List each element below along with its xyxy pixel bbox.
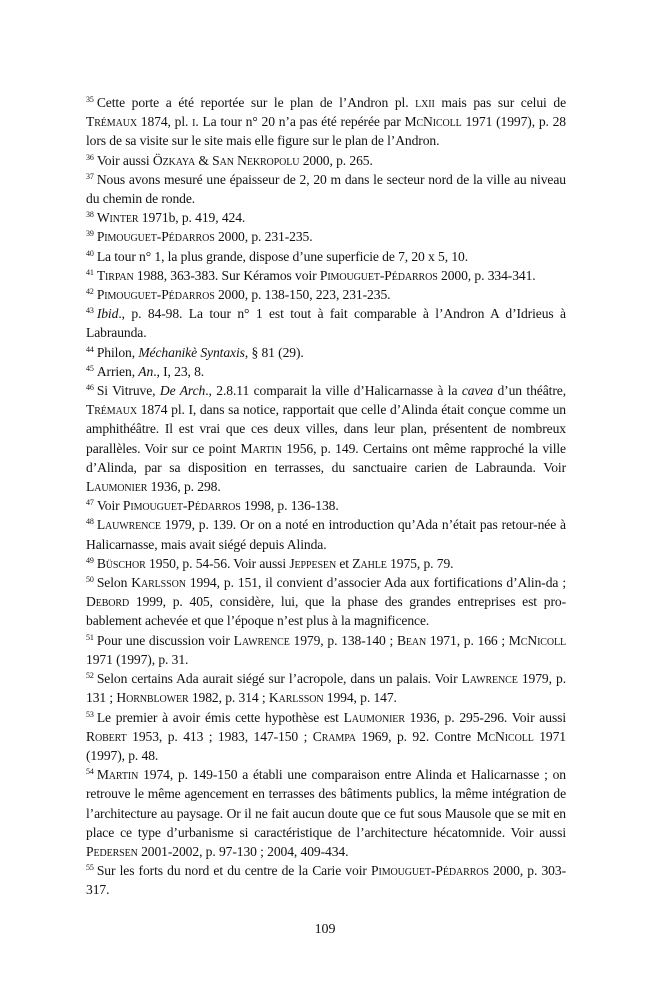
footnote-number: 46: [86, 383, 94, 393]
footnote-48: [86, 515, 566, 553]
footnote-text: 1999, p. 405, considère, lui, que la phase des grandes entreprises est pro-bablement achevée et que l’époque n’est plus à la magnificence.: [86, 594, 566, 629]
footnote-35: [86, 93, 566, 151]
footnote-number: 47: [86, 498, 94, 508]
footnote-text: 1971, p. 166 ;: [426, 632, 509, 648]
author-name: McNicoll: [404, 114, 462, 130]
author-name: Robert: [86, 728, 127, 744]
footnote-text: 2001-2002, p. 97-130 ; 2004, 409-434.: [137, 843, 349, 859]
footnote-text: Arrien,: [96, 363, 139, 379]
footnote-number: 49: [86, 555, 94, 565]
footnote-text: Voir: [96, 498, 123, 514]
footnote-text: Si Vitruve,: [96, 383, 160, 399]
footnote-text: Sur les forts du nord et du centre de la Carie voir: [96, 863, 371, 879]
footnote-text: 1950, p. 54-56. Voir aussi: [145, 555, 290, 571]
footnote-number: 35: [86, 95, 94, 104]
author-name: Pimouguet-Pédarros: [96, 287, 215, 303]
footnote-text: Cette porte a été reportée sur le plan de l’Andron pl.: [96, 95, 416, 110]
footnote-text: 1971b, p. 419, 424.: [138, 210, 246, 226]
footnote-42: [86, 285, 566, 304]
author-name: Pedersen: [86, 843, 138, 859]
author-name: Jeppesen: [289, 555, 337, 571]
footnote-number: 39: [86, 229, 94, 239]
footnote-text: 1974, p. 149-150 a établi une comparaison entre Alinda et Halicarnasse ; on retrouve le même agencement en terrasses des bâtiments publics, la même intégration de l’architecture au paysage. Or il ne fait aucun doute que ce fut sous Mausole que se mit en place ce type d’urbanisme si caractéristique de l’architecture hécatomnide. Voir aussi: [86, 767, 566, 840]
footnote-text: ., 2.8.11 comparait la ville d’Halicarnasse à la: [205, 383, 462, 399]
author-name: Lawrence: [233, 632, 290, 648]
italic-text: Méchanikè Syntaxis: [138, 344, 245, 360]
author-name: Trémaux: [86, 402, 137, 418]
footnote-38: [86, 208, 566, 227]
italic-text: cavea: [461, 383, 494, 399]
footnote-49: [86, 554, 566, 573]
footnote-number: 38: [86, 210, 94, 220]
footnote-text: 1936, p. 298.: [147, 479, 221, 495]
footnote-text: 1982, p. 314 ;: [188, 690, 269, 706]
footnote-37: [86, 170, 566, 208]
footnote-number: 53: [86, 709, 94, 719]
footnote-text: 1979, p. 131 ;: [86, 671, 566, 706]
author-name: Hornblower: [116, 690, 189, 706]
author-name: McNicoll: [508, 632, 567, 648]
author-name: Martin: [240, 440, 282, 456]
footnote-number: 51: [86, 632, 94, 642]
footnote-number: 36: [86, 152, 94, 162]
footnote-45: [86, 362, 566, 381]
footnote-50: [86, 573, 566, 631]
footnote-text: , § 81 (29).: [244, 344, 304, 360]
author-name: Lawrence: [461, 671, 518, 687]
footnote-text: et: [336, 555, 353, 571]
author-name: Laumonier: [86, 479, 148, 495]
footnote-number: 50: [86, 575, 94, 585]
footnote-44: [86, 343, 566, 362]
footnote-text: 1971 (1997), p. 48.: [86, 728, 566, 763]
footnote-text: Selon: [96, 575, 132, 591]
author-name: Pimouguet-Pédarros: [122, 498, 241, 514]
author-name: Crampa: [312, 728, 356, 744]
footnote-43: [86, 304, 566, 342]
footnote-text: 2000, p. 303-317.: [86, 863, 567, 898]
footnote-text: 1971 (1997), p. 28 lors de sa visite sur le site mais elle figure sur le plan de l’Andron.: [86, 114, 567, 149]
footnote-text: 2000, p. 265.: [299, 152, 373, 168]
author-name: Özkaya: [152, 152, 196, 168]
footnotes-list: [86, 93, 566, 900]
footnote-number: 44: [86, 344, 94, 354]
footnote-51: [86, 631, 566, 669]
footnote-number: 42: [86, 287, 94, 297]
author-name: Karlsson: [268, 690, 324, 706]
footnote-text: 1874, pl.: [136, 114, 193, 130]
italic-text: An: [138, 363, 154, 379]
footnote-number: 52: [86, 671, 94, 681]
author-name: Laumonier: [343, 709, 405, 725]
author-name: Bean: [396, 632, 427, 648]
author-name: Winter: [96, 210, 139, 226]
footnote-52: [86, 669, 566, 707]
footnote-41: [86, 266, 566, 285]
footnote-text: &: [195, 152, 213, 168]
footnote-text: 1998, p. 136-138.: [240, 498, 339, 514]
footnote-54: [86, 765, 566, 861]
footnote-number: 48: [86, 517, 94, 527]
footnote-text: Voir aussi: [96, 152, 153, 168]
footnote-55: [86, 861, 566, 899]
author-name: Tirpan: [96, 267, 134, 283]
italic-text: De Arch: [159, 383, 206, 399]
italic-text: Ibid: [96, 306, 119, 322]
footnote-36: [86, 151, 566, 170]
footnote-text: 1936, p. 295-296. Voir aussi: [404, 709, 566, 725]
footnote-text: Pour une discussion voir: [96, 632, 234, 648]
footnote-text: 1994, p. 147.: [323, 690, 397, 706]
author-name: Trémaux: [86, 114, 137, 130]
footnote-number: 37: [86, 171, 94, 181]
footnote-number: 41: [86, 267, 94, 277]
footnote-text: 1994, p. 151, il convient d’associer Ada aux fortifications d’Alin-da ;: [185, 575, 566, 591]
footnote-text: Selon certains Ada aurait siégé sur l’acropole, dans un palais. Voir: [96, 671, 462, 687]
author-name: Pimouguet-Pédarros: [371, 863, 489, 879]
footnote-text: 1953, p. 413 ; 1983, 147-150 ;: [126, 728, 313, 744]
author-name: Büschor: [96, 555, 146, 571]
author-name: Lauwrence: [96, 517, 161, 533]
footnote-text: 1979, p. 139. Or on a noté en introduction qu’Ada n’était pas retour-née à Halicarnasse, mais avait siégé depuis Alinda.: [86, 517, 566, 552]
footnote-text: Le premier à avoir émis cette hypothèse est: [96, 709, 344, 725]
author-name: Pimouguet-Pédarros: [96, 229, 215, 245]
footnote-text: 1975, p. 79.: [386, 555, 454, 571]
footnote-text: 1971 (1997), p. 31.: [86, 651, 189, 667]
footnote-40: [86, 247, 566, 266]
footnote-46: [86, 381, 566, 496]
footnote-number: 40: [86, 248, 94, 258]
footnote-number: 54: [86, 767, 94, 777]
footnote-text: 1969, p. 92. Contre: [355, 728, 477, 744]
footnote-39: [86, 227, 566, 246]
footnote-text: 2000, p. 138-150, 223, 231-235.: [214, 287, 391, 303]
footnote-text: 2000, p. 334-341.: [437, 267, 536, 283]
footnote-47: [86, 496, 566, 515]
footnote-text: 1874 pl. I, dans sa notice, rapportait que celle d’Alinda était conçue comme un amphithéâtre. Il est vrai que ces deux villes, dans leur plan, présentent de nombreux parallèles. Voir sur ce point: [86, 402, 566, 456]
author-name: McNicoll: [476, 728, 534, 744]
author-name: Martin: [96, 767, 139, 783]
page-number: 109: [314, 922, 336, 937]
author-name: Pimouguet-Pédarros: [319, 267, 438, 283]
footnote-text: ., I, 23, 8.: [153, 363, 205, 379]
footnote-number: 43: [86, 306, 94, 316]
footnote-text: La tour n° 1, la plus grande, dispose d’une superficie de 7, 20 x 5, 10.: [96, 248, 469, 264]
footnote-text: mais pas sur celui de: [434, 95, 567, 110]
footnote-text: . La tour n° 20 n’a pas été repérée par: [195, 114, 405, 130]
footnote-text: 2000, p. 231-235.: [214, 229, 313, 245]
footnote-text: ., p. 84-98. La tour n° 1 est tout à fait comparable à l’Andron A d’Idrieus à Labraunda.: [86, 306, 566, 341]
footnote-text: 1956, p. 149. Certains ont même rapproché la ville d’Alinda, par sa disposition en terrasses, du sanctuaire carien de Labraunda. Voir: [86, 440, 566, 475]
footnote-text: 1979, p. 138-140 ;: [289, 632, 397, 648]
footnote-text: Nous avons mesuré une épaisseur de 2, 20 m dans le secteur nord de la ville au niveau du chemin de ronde.: [86, 171, 566, 207]
footnote-53: [86, 708, 566, 766]
author-name: Karlsson: [131, 575, 186, 591]
footnote-text: Philon,: [96, 344, 139, 360]
footnote-text: 1988, 363-383. Sur Kéramos voir: [133, 267, 320, 283]
author-name: San Nekropolu: [212, 152, 300, 168]
footnote-text: d’un théâtre,: [493, 383, 566, 399]
author-name: Zahle: [352, 555, 387, 571]
author-name: i: [192, 114, 196, 130]
footnote-number: 45: [86, 363, 94, 373]
author-name: Debord: [86, 594, 130, 610]
footnote-number: 55: [86, 863, 94, 873]
author-name: lxii: [415, 95, 435, 110]
